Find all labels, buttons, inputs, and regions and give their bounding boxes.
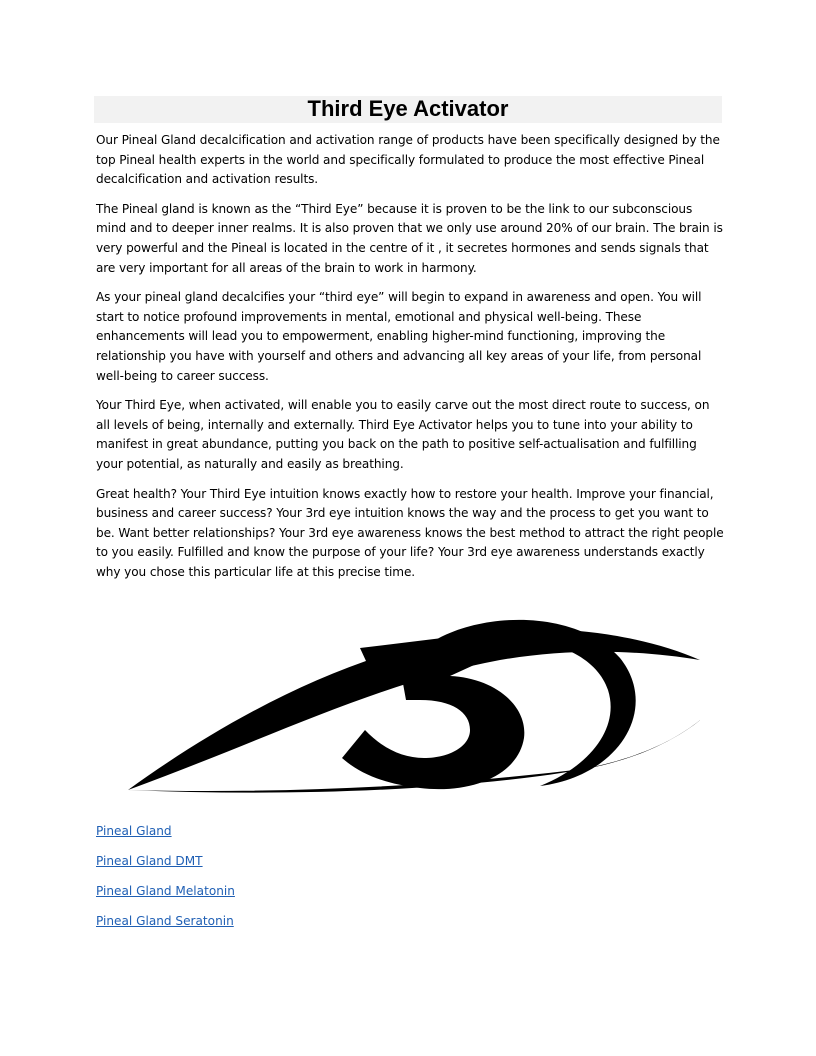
article-body [96, 131, 724, 592]
link-pineal-gland-dmt[interactable]: Pineal Gland DMT [96, 853, 203, 868]
paragraph-3: As your pineal gland decalcifies your “third eye” will begin to expand in awareness and open. You will start to notice profound improvements in mental, emotional and physical well-being. These enhancements will lead you to empowerment, enabling higher-mind functioning, improving the relationship you have with yourself and others and advancing all key areas of your life, from personal well-being to career success. [96, 290, 702, 383]
paragraph-4: Your Third Eye, when activated, will enable you to easily carve out the most direct route to success, on all levels of being, internally and externally. Third Eye Activator helps you to tune into your ability to manifest in great abundance, putting you back on the path to positive self-actualisation and fulfilling your potential, as naturally and easily as breathing. [96, 398, 710, 471]
link-pineal-gland-seratonin[interactable]: Pineal Gland Seratonin [96, 913, 234, 928]
link-pineal-gland[interactable]: Pineal Gland [96, 824, 172, 838]
paragraph-1: Our Pineal Gland decalcification and activation range of products have been specifically designed by the top Pineal health experts in the world and specifically formulated to produce the most effective Pineal decalcification and activation results. [96, 133, 720, 187]
link-list [96, 822, 235, 942]
third-eye-3-icon [120, 598, 700, 798]
paragraph-5: Great health? Your Third Eye intuition knows exactly how to restore your health. Improve your financial, business and career success? Your 3rd eye intuition knows the way and the process to get you want to be. Want better relationships? Your 3rd eye awareness knows the best method to attract the right people to you easily. Fulfilled and know the purpose of your life? Your 3rd eye awareness understands exactly why you chose this particular life at this precise time. [96, 486, 724, 579]
paragraph-2: The Pineal gland is known as the “Third Eye” because it is proven to be the link to our subconscious mind and to deeper inner realms. It is also proven that we only use around 20% of our brain. The brain is very powerful and the Pineal is located in the centre of it , it secretes hormones and sends signals that are very important for all areas of the brain to work in harmony. [96, 201, 723, 275]
page-title: Third Eye Activator [307, 96, 509, 121]
link-pineal-gland-melatonin[interactable]: Pineal Gland Melatonin [96, 883, 235, 898]
